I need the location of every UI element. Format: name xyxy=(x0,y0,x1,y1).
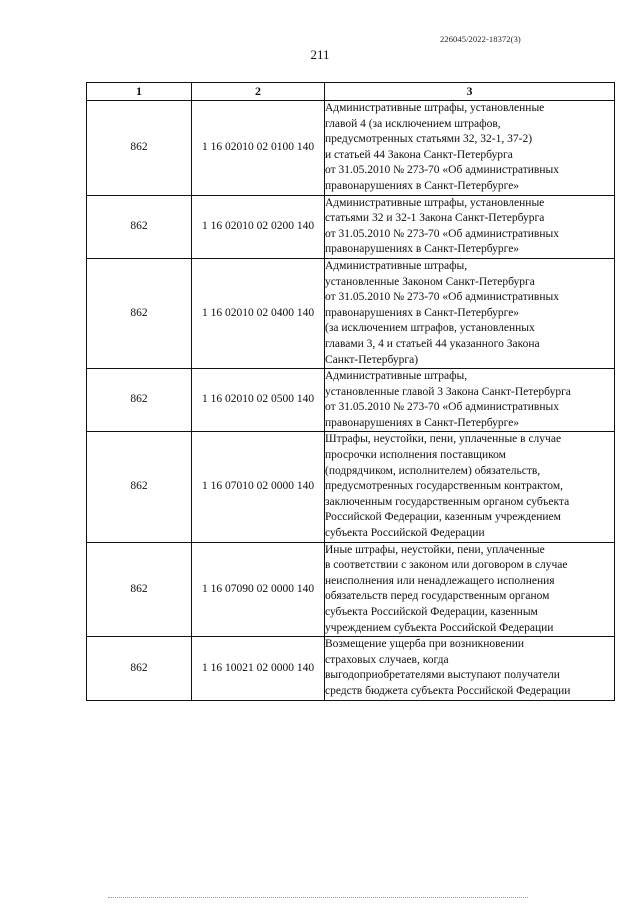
description-line: правонарушениях в Санкт-Петербурге» xyxy=(325,179,520,192)
description-line: просрочки исполнения поставщиком xyxy=(325,449,506,462)
table-body xyxy=(87,101,615,701)
description-line: от 31.05.2010 № 273-70 «Об административных xyxy=(325,291,559,304)
description-line: главой 4 (за исключением штрафов, xyxy=(325,117,501,130)
column-header-3: 3 xyxy=(325,83,615,101)
description-line: Административные штрафы, установленные xyxy=(325,102,545,114)
description-line: и статьей 44 Закона Санкт-Петербурга xyxy=(325,148,513,161)
table-row xyxy=(87,101,615,196)
description-line: Штрафы, неустойки, пени, уплаченные в случае xyxy=(325,433,562,446)
description-line: в соответствии с законом или договором в случае xyxy=(325,559,568,572)
scan-edge-marks xyxy=(108,897,528,901)
description-cell xyxy=(325,258,615,368)
description-cell xyxy=(325,542,615,637)
admin-code-cell: 862 xyxy=(87,369,192,432)
admin-code-cell: 862 xyxy=(87,637,192,700)
description-line: Российской Федерации, казенным учреждением xyxy=(325,511,561,524)
column-header-2: 2 xyxy=(192,83,325,101)
description-cell xyxy=(325,195,615,258)
description-line: статьями 32 и 32-1 Закона Санкт-Петербурга xyxy=(325,212,545,225)
admin-code-cell: 862 xyxy=(87,542,192,637)
budget-code-cell: 1 16 02010 02 0400 140 xyxy=(192,258,325,368)
description-line: страховых случаев, когда xyxy=(325,653,449,666)
budget-code-cell: 1 16 02010 02 0200 140 xyxy=(192,195,325,258)
budget-code-cell: 1 16 10021 02 0000 140 xyxy=(192,637,325,700)
budget-code-cell: 1 16 02010 02 0100 140 xyxy=(192,101,325,196)
description-line: предусмотренных статьями 32, 32-1, 37-2) xyxy=(325,133,533,146)
description-line: средств бюджета субъекта Российской Федерации xyxy=(325,684,571,697)
description-line: учреждением субъекта Российской Федерации xyxy=(325,621,554,634)
budget-code-cell: 1 16 07090 02 0000 140 xyxy=(192,542,325,637)
description-line: правонарушениях в Санкт-Петербурге» xyxy=(325,306,520,319)
description-line: Административные штрафы, xyxy=(325,370,468,383)
table-row xyxy=(87,195,615,258)
description-line: от 31.05.2010 № 273-70 «Об административных xyxy=(325,401,559,414)
description-line: установленные Законом Санкт-Петербурга xyxy=(325,275,535,288)
table-row xyxy=(87,432,615,542)
admin-code-cell: 862 xyxy=(87,258,192,368)
document-id: 226045/2022-18372(3) xyxy=(440,34,521,44)
description-line: правонарушениях в Санкт-Петербурге» xyxy=(325,243,520,256)
description-line: субъекта Российской Федерации, казенным xyxy=(325,606,538,618)
table-header-row xyxy=(87,83,615,101)
description-line: заключенным государственным органом субъекта xyxy=(325,495,570,508)
admin-code-cell: 862 xyxy=(87,101,192,196)
description-line: (подрядчиком, исполнителем) обязательств, xyxy=(325,464,541,477)
description-line: Административные штрафы, установленные xyxy=(325,196,545,209)
description-line: субъекта Российской Федерации xyxy=(325,527,485,540)
description-line: главами 3, 4 и статьей 44 указанного Закона xyxy=(325,337,540,350)
budget-code-cell: 1 16 02010 02 0500 140 xyxy=(192,369,325,432)
description-line: от 31.05.2010 № 273-70 «Об административных xyxy=(325,227,559,240)
description-line: Административные штрафы, xyxy=(325,259,468,272)
description-line: выгодоприобретателями выступают получатели xyxy=(325,669,560,682)
table-row xyxy=(87,369,615,432)
admin-code-cell: 862 xyxy=(87,432,192,542)
description-line: правонарушениях в Санкт-Петербурге» xyxy=(325,416,520,429)
description-line: (за исключением штрафов, установленных xyxy=(325,322,535,335)
description-cell xyxy=(325,369,615,432)
description-cell xyxy=(325,101,615,196)
description-line: обязательств перед государственным органом xyxy=(325,590,550,603)
page-number: 211 xyxy=(310,47,330,62)
description-line: Возмещение ущерба при возникновении xyxy=(325,638,525,651)
description-cell xyxy=(325,637,615,700)
description-cell xyxy=(325,432,615,542)
description-line: неисполнения или ненадлежащего исполнения xyxy=(325,574,555,587)
budget-classification-table xyxy=(86,82,615,701)
table-row xyxy=(87,258,615,368)
description-line: Санкт-Петербурга) xyxy=(325,353,419,366)
column-header-1: 1 xyxy=(87,83,192,101)
budget-code-cell: 1 16 07010 02 0000 140 xyxy=(192,432,325,542)
table-row xyxy=(87,542,615,637)
description-line: установленные главой 3 Закона Санкт-Петербурга xyxy=(325,385,571,398)
description-line: предусмотренных государственным контрактом, xyxy=(325,480,563,493)
description-line: от 31.05.2010 № 273-70 «Об административных xyxy=(325,164,559,177)
description-line: Иные штрафы, неустойки, пени, уплаченные xyxy=(325,543,545,556)
table-row xyxy=(87,637,615,700)
admin-code-cell: 862 xyxy=(87,195,192,258)
